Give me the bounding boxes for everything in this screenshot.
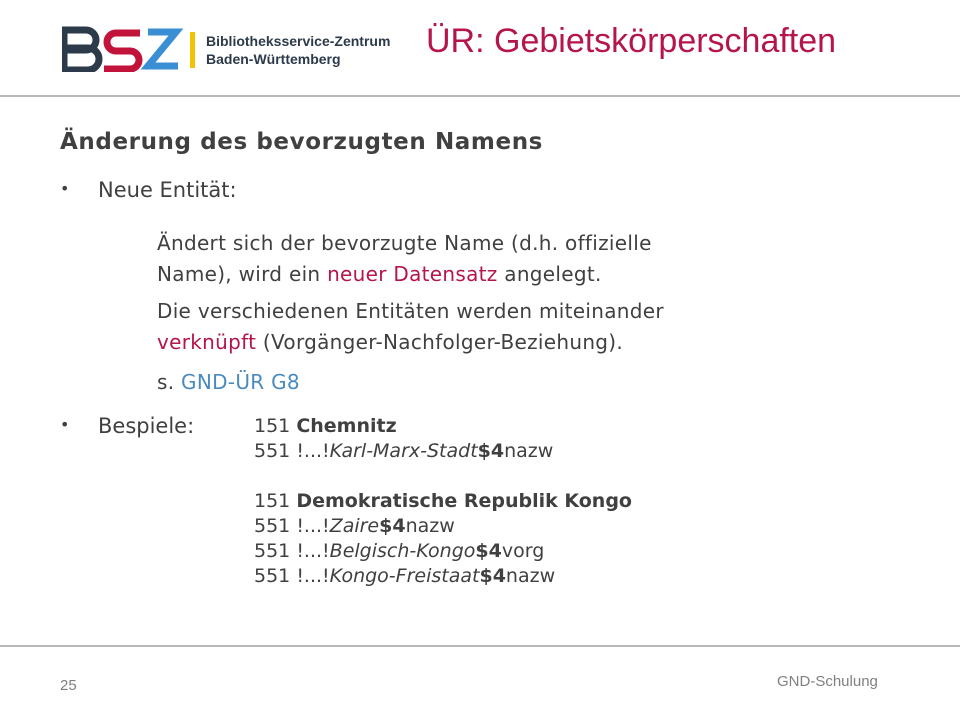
example-line xyxy=(254,439,553,464)
paragraph-new-record xyxy=(157,228,652,290)
bullet-neue-entitaet xyxy=(60,178,237,202)
field-tag: 551 xyxy=(254,540,291,562)
relation-code: nazw xyxy=(504,440,554,462)
related-name: Kongo-Freistaat xyxy=(329,565,480,587)
examples-group-kongo xyxy=(254,489,632,589)
preferred-name: Chemnitz xyxy=(296,415,397,437)
field-tag: 551 xyxy=(254,515,291,537)
relation-code: nazw xyxy=(405,515,455,537)
field-tag: 551 xyxy=(254,440,291,462)
preferred-name: Demokratische Republik Kongo xyxy=(296,490,632,512)
related-name: Karl-Marx-Stadt xyxy=(329,440,478,462)
bullet-beispiele xyxy=(60,414,194,438)
bsz-logo xyxy=(62,26,391,72)
paragraph-reference xyxy=(157,367,300,398)
related-name: Belgisch-Kongo xyxy=(329,540,476,562)
para-text: angelegt. xyxy=(497,262,602,286)
bullet-label: Neue Entität: xyxy=(98,178,237,202)
example-line xyxy=(254,539,632,564)
top-divider xyxy=(0,95,960,97)
para-text: s. xyxy=(157,370,182,394)
logo-text xyxy=(206,32,390,68)
subfield: $4 xyxy=(477,440,505,462)
para-text: Name), wird ein xyxy=(157,262,328,286)
field-tag: 551 xyxy=(254,565,291,587)
subfield: $4 xyxy=(379,515,406,537)
example-line xyxy=(254,564,632,589)
para-line xyxy=(157,327,664,358)
logo-line1: Bibliotheksservice-Zentrum xyxy=(206,33,391,49)
link-prefix: !...! xyxy=(296,565,330,587)
para-line: Ändert sich der bevorzugte Name (d.h. offizielle xyxy=(157,231,652,255)
related-name: Zaire xyxy=(329,515,380,537)
bottom-divider xyxy=(0,645,960,647)
bullet-icon: • xyxy=(60,415,70,434)
logo-line2: Baden-Württemberg xyxy=(206,51,341,67)
highlight-verknuepft: verknüpft xyxy=(157,330,257,354)
examples-group-chemnitz xyxy=(254,414,553,464)
field-tag: 151 xyxy=(254,415,291,437)
page-number: 25 xyxy=(60,677,77,694)
para-text: (Vorgänger-Nachfolger-Beziehung). xyxy=(256,330,624,354)
example-line xyxy=(254,514,632,539)
subfield: $4 xyxy=(479,565,506,587)
relation-code: vorg xyxy=(501,540,545,562)
field-tag: 151 xyxy=(254,490,291,512)
relation-code: nazw xyxy=(505,565,556,587)
para-line xyxy=(157,259,652,290)
link-prefix: !...! xyxy=(296,440,330,462)
subfield: $4 xyxy=(475,540,502,562)
paragraph-linking xyxy=(157,296,664,358)
reference-link[interactable]: GND-ÜR G8 xyxy=(181,370,300,394)
example-line xyxy=(254,489,632,514)
para-line: Die verschiedenen Entitäten werden miteinander xyxy=(157,299,664,323)
section-heading: Änderung des bevorzugten Namens xyxy=(60,129,543,155)
bullet-label: Bespiele: xyxy=(98,414,195,438)
link-prefix: !...! xyxy=(296,515,330,537)
bullet-icon: • xyxy=(60,179,70,198)
highlight-neuer-datensatz: neuer Datensatz xyxy=(327,262,498,286)
link-prefix: !...! xyxy=(296,540,330,562)
footer-label: GND-Schulung xyxy=(777,673,878,690)
example-line xyxy=(254,414,553,439)
slide-title: ÜR: Gebietskörperschaften xyxy=(426,22,837,60)
